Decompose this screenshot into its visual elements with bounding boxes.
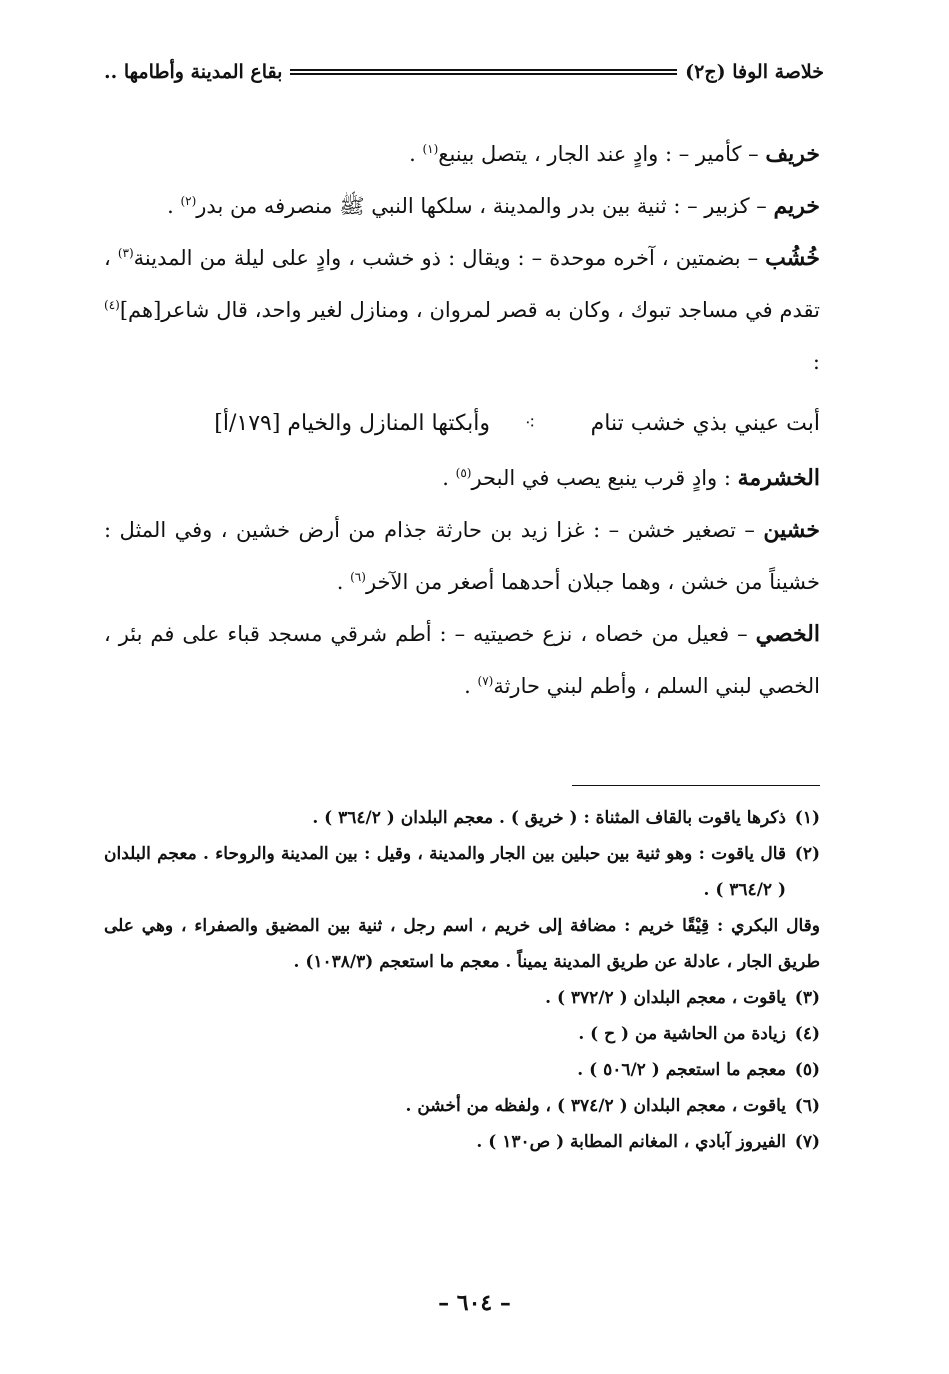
entry-term: الخشرمة [737,465,820,491]
entry-text: – كأمير – : وادٍ عند الجار ، يتصل بينبع [438,142,766,166]
footnote-text: ياقوت ، معجم البلدان ( ٣٧٢/٢ ) . [545,988,786,1008]
entry-tail: . [442,466,456,490]
page-number: – ٦٠٤ – [438,1290,511,1316]
entry-tail: . [167,194,181,218]
entry-khushub [104,232,820,388]
footnote-2 [104,836,820,908]
entry-term: خُشُب [765,245,820,271]
entry-khasi [104,608,820,712]
footnotes [104,800,820,1160]
footnote-number: (٧) [794,1132,820,1152]
footnote-5 [104,1052,820,1088]
chapter-title: بقاع المدينة وأطامها .. [104,61,283,83]
footnote-divider [572,785,820,786]
footnote-1 [104,800,820,836]
entry-tail: : [812,350,820,374]
entry-term: خشين [763,517,820,543]
poem-verse [104,394,820,452]
entry-text: ، تقدم في مساجد تبوك ، وكان به قصر لمروان ، ومنازل لغير واحد، قال شاعر[هم] [104,246,820,322]
footnote-number: (٢) [794,844,820,864]
entry-text: : وادٍ قرب ينبع يصب في البحر [471,466,738,490]
entry-khushayn [104,504,820,608]
entry-text: – فعيل من خصاه ، نزع خصيتيه – : أطم شرقي مسجد قباء على فم بئر ، الخصي لبني السلم ، وأطم لبني حارثة [104,622,820,698]
entry-text: – تصغير خشن – : غزا زيد بن حارثة جذام من أرض خشين ، وفي المثل : خشيناً من خشن ، وهما جبلان أحدهما أصغر من الآخر [104,518,820,594]
note-ref: (٦) [350,570,366,584]
note-ref: (٤) [104,298,120,312]
entry-tail: . [464,674,478,698]
footnote-6 [104,1088,820,1124]
footnote-text: ذكرها ياقوت بالقاف المثناة : ( خريق ) . معجم البلدان ( ٣٦٤/٢ ) . [312,808,786,828]
footnote-number: (٤) [794,1024,820,1044]
entry-term: خريف [765,141,820,167]
footnote-text: زيادة من الحاشية من ( ح ) . [578,1024,786,1044]
note-ref: (٧) [477,674,494,688]
footnote-number: (٥) [794,1060,820,1080]
footnote-2-continuation: وقال البكري : قِيْقًا خريم : مضافة إلى خريم ، اسم رجل ، ثنية بين المضيق والصفراء ، وهي على طريق الجار ، عادلة عن طريق المدينة يميناً . معجم ما استعجم (١٠٣٨/٣) . [104,916,820,972]
footnote-7 [104,1124,820,1160]
verse-separator: ⁖ [524,412,536,434]
note-ref: (١) [422,142,439,156]
entry-text: – بضمتين ، آخره موحدة – : ويقال : ذو خشب ، وادٍ على ليلة من المدينة [133,246,766,270]
verse-hemistich-2: وأبكتها المنازل والخيام [١٧٩/أ] [214,410,490,436]
footnote-text: ياقوت ، معجم البلدان ( ٣٧٤/٢ ) ، ولفظه من أخشن . [405,1096,786,1116]
footnote-3 [104,980,820,1016]
verse-hemistich-1: أبت عيني بذي خشب تنام [590,410,820,436]
footnote-number: (٣) [794,988,820,1008]
header-rule [290,69,677,75]
entry-text: – كزبير – : ثنية بين بدر والمدينة ، سلكها النبي ﷺ منصرفه من بدر [196,194,774,218]
entry-term: خريم [773,193,820,219]
entry-khuraym [104,180,820,232]
entry-tail: . [336,570,351,594]
book-title: خلاصة الوفا (ج٢) [685,61,824,83]
entry-tail: . [409,142,423,166]
footnote-number: (٦) [794,1096,820,1116]
running-header [104,55,824,89]
footnote-text: معجم ما استعجم ( ٥٠٦/٢ ) . [577,1060,786,1080]
footnote-number: (١) [794,808,820,828]
entry-khurayf [104,128,820,180]
footnote-text: قال ياقوت : وهو ثنية بين حبلين بين الجار والمدينة ، وقيل : بين المدينة والروحاء . معجم البلدان ( ٣٦٤/٢ ) . [104,844,786,900]
footnote-text: الفيروز آبادي ، المغانم المطابة ( ص١٣٠ ) . [476,1132,786,1152]
note-ref: (٢) [180,194,197,208]
footnote-4 [104,1016,820,1052]
note-ref: (٣) [117,246,134,260]
entry-khashrama [104,452,820,504]
main-text [104,128,820,712]
entry-term: الخصي [755,621,820,647]
note-ref: (٥) [455,466,472,480]
